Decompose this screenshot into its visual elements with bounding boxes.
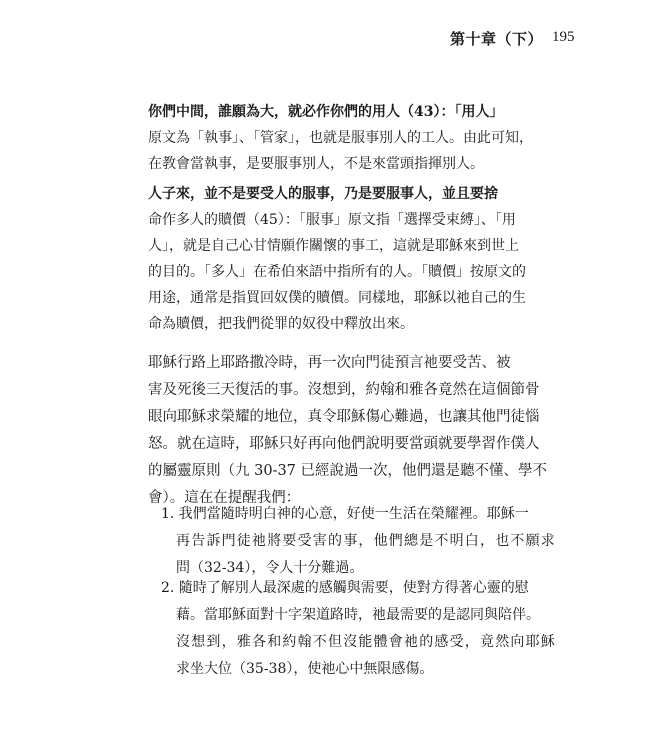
text-line: 再告訴門徒祂將要受害的事，他們總是不明白，也不願求 [176, 533, 556, 549]
text-line: 藉。當耶穌面對十字架道路時，祂最需要的是認同與陪伴。 [176, 607, 540, 623]
list-item [161, 575, 556, 683]
text-line: 在教會當執事，是要服事別人，不是來當頭指揮別人。 [148, 156, 484, 172]
paragraph-servant [148, 99, 533, 177]
paragraph-reflection [148, 350, 548, 512]
text-line: 眼向耶穌求榮耀的地位，真令耶穌傷心難過，也讓其他門徒惱 [148, 409, 540, 425]
text-line: 2. 隨時了解別人最深處的感觸與需要，使對方得著心靈的慰 [161, 580, 529, 596]
text-line: 怒。就在這時，耶穌只好再向他們說明要當頭就要學習作僕人 [148, 436, 540, 452]
text-line: 原文為「執事」、「管家」，也就是服事別人的工人。由此可知， [148, 130, 533, 146]
paragraph-ransom [148, 181, 524, 337]
text-line: 用途，通常是指買回奴僕的贖價。同樣地，耶穌以祂自己的生 [148, 290, 526, 306]
list-item [161, 501, 556, 582]
text-line: 問（32-34），令人十分難過。 [176, 560, 364, 576]
text-line: 沒想到，雅各和約翰不但沒能體會祂的感受，竟然向耶穌 [176, 634, 556, 650]
text-line: 命為贖價，把我們從罪的奴役中釋放出來。 [148, 316, 414, 332]
text-line: 的目的。「多人」在希伯來語中指所有的人。「贖價」按原文的 [148, 264, 526, 280]
text-line: 人子來，並不是要受人的服事，乃是要服事人，並且要捨 [148, 186, 498, 202]
chapter-title: 第十章（下） [449, 30, 543, 48]
text-line: 會）。這在在提醒我們： [148, 490, 301, 506]
text-line: 1. 我們當隨時明白神的心意，好使一生活在榮耀裡。耶穌一 [161, 506, 529, 522]
text-line: 你們中間，誰願為大，就必作你們的用人（43）：「用人」 [148, 104, 504, 120]
text-line: 的屬靈原則（九 30-37 已經說過一次，他們還是聽不懂、學不 [148, 463, 548, 479]
text-line: 害及死後三天復活的事。沒想到，約翰和雅各竟然在這個節骨 [148, 382, 540, 398]
page-number: 195 [552, 29, 575, 45]
text-line: 人」，就是自己心甘情願作關懷的事工，這就是耶穌來到世上 [148, 238, 519, 254]
text-line: 耶穌行路上耶路撒冷時，再一次向門徒預言祂要受苦、被 [148, 355, 511, 371]
text-line: 命作多人的贖價（45）：「服事」原文指「選擇受束縛」、「用 [148, 212, 516, 228]
text-line: 求坐大位（35-38），使祂心中無限感傷。 [176, 661, 434, 677]
